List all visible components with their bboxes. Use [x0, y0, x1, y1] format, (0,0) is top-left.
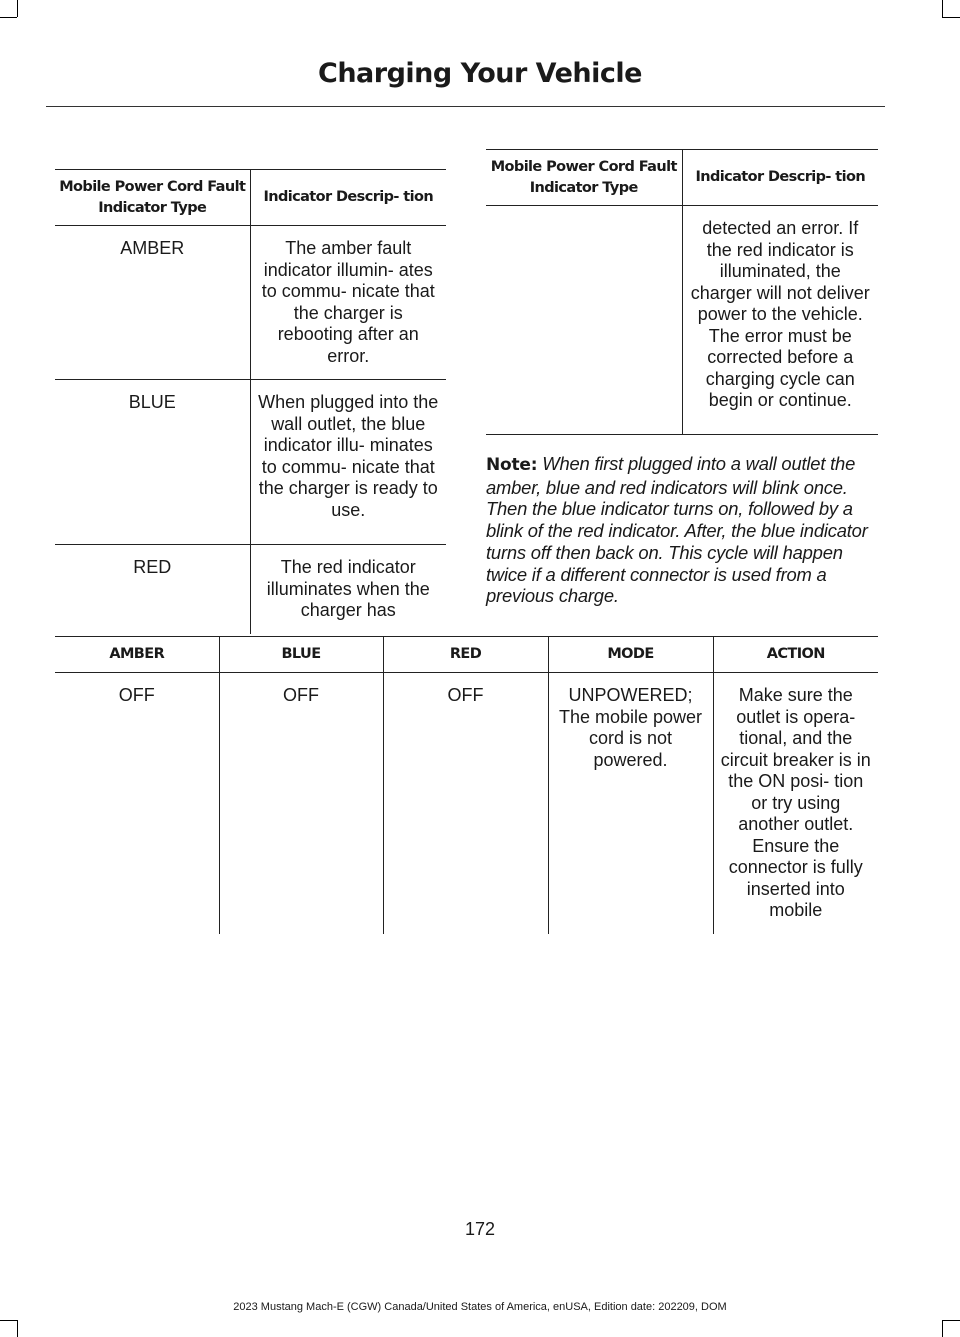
mode-cell	[548, 673, 713, 934]
action-cell	[713, 673, 878, 934]
crop-mark	[17, 1320, 18, 1337]
indicator-description-cell	[250, 380, 446, 545]
crop-mark	[0, 1320, 17, 1321]
blue-value: OFF	[283, 685, 319, 705]
red-value: OFF	[447, 685, 484, 705]
blue-cell	[219, 673, 383, 934]
indicator-type-red: RED	[133, 557, 172, 577]
column-header-indicator-description: Indicator Descrip- tion	[250, 170, 446, 226]
indicator-description-red-continued: detected an error. If the red indicator is illuminated, the charger will not deliver power to the vehicle. The error must be corrected before a charging cycle can begin or continue.	[690, 218, 870, 410]
crop-mark	[942, 1320, 960, 1321]
note-label: Note:	[486, 455, 538, 475]
fault-indicator-table-right	[486, 149, 878, 435]
table-row	[55, 380, 446, 545]
column-header-indicator-description: Indicator Descrip- tion	[682, 150, 878, 206]
column-header-red: RED	[383, 637, 548, 673]
table-row	[55, 226, 446, 380]
indicator-type-cell	[55, 380, 250, 545]
table-row	[55, 545, 446, 634]
indicator-type-cell	[486, 206, 682, 435]
indicator-type-amber: AMBER	[120, 238, 185, 258]
table-row	[486, 206, 878, 435]
indicator-type-cell	[55, 226, 250, 380]
column-header-action: ACTION	[713, 637, 878, 673]
note-paragraph	[486, 453, 880, 607]
column-header-indicator-type: Mobile Power Cord Fault Indicator Type	[55, 170, 250, 226]
indicator-status-table	[55, 636, 878, 934]
column-header-amber: AMBER	[55, 637, 219, 673]
indicator-description-cell	[250, 226, 446, 380]
indicator-description-cell	[682, 206, 878, 435]
mode-value: UNPOWERED; The mobile power cord is not powered.	[558, 685, 703, 770]
fault-indicator-table-left	[55, 169, 446, 634]
footer-edition-info: 2023 Mustang Mach-E (CGW) Canada/United States of America, enUSA, Edition date: 202209, DOM	[233, 1301, 727, 1313]
amber-value: OFF	[118, 685, 155, 705]
crop-mark	[942, 0, 943, 17]
indicator-type-cell	[55, 545, 250, 634]
crop-mark	[17, 0, 18, 17]
column-header-blue: BLUE	[219, 637, 383, 673]
indicator-description-amber: The amber fault indicator illumin- ates to commu- nicate that the charger is rebooting after an error.	[261, 238, 435, 366]
page-number: 172	[464, 1219, 496, 1239]
crop-mark	[942, 1320, 943, 1337]
table-row	[55, 673, 878, 934]
crop-mark	[0, 17, 17, 18]
indicator-type-blue: BLUE	[128, 392, 176, 412]
red-cell	[383, 673, 548, 934]
amber-cell	[55, 673, 219, 934]
page-title: Charging Your Vehicle	[318, 58, 642, 89]
crop-mark	[942, 17, 960, 18]
indicator-description-blue: When plugged into the wall outlet, the blue indicator illu- minates to commu- nicate that the charger is ready to use.	[258, 392, 439, 520]
note-text: When first plugged into a wall outlet the amber, blue and red indicators will blink once. Then the blue indicator turns on, followed by a blink of the red indicator. After, the blue indicator turns off then back on. This cycle will happen twice if a different connector is used from a previous charge.	[486, 453, 868, 607]
indicator-description-cell	[250, 545, 446, 634]
column-header-mode: MODE	[548, 637, 713, 673]
action-value: Make sure the outlet is opera- tional, and the circuit breaker is in the ON posi- tion or try using another outlet. Ensure the connector is fully inserted into mobile	[720, 685, 871, 920]
indicator-description-red: The red indicator illuminates when the charger has	[266, 557, 430, 620]
title-divider	[46, 106, 885, 107]
column-header-indicator-type: Mobile Power Cord Fault Indicator Type	[486, 150, 682, 206]
